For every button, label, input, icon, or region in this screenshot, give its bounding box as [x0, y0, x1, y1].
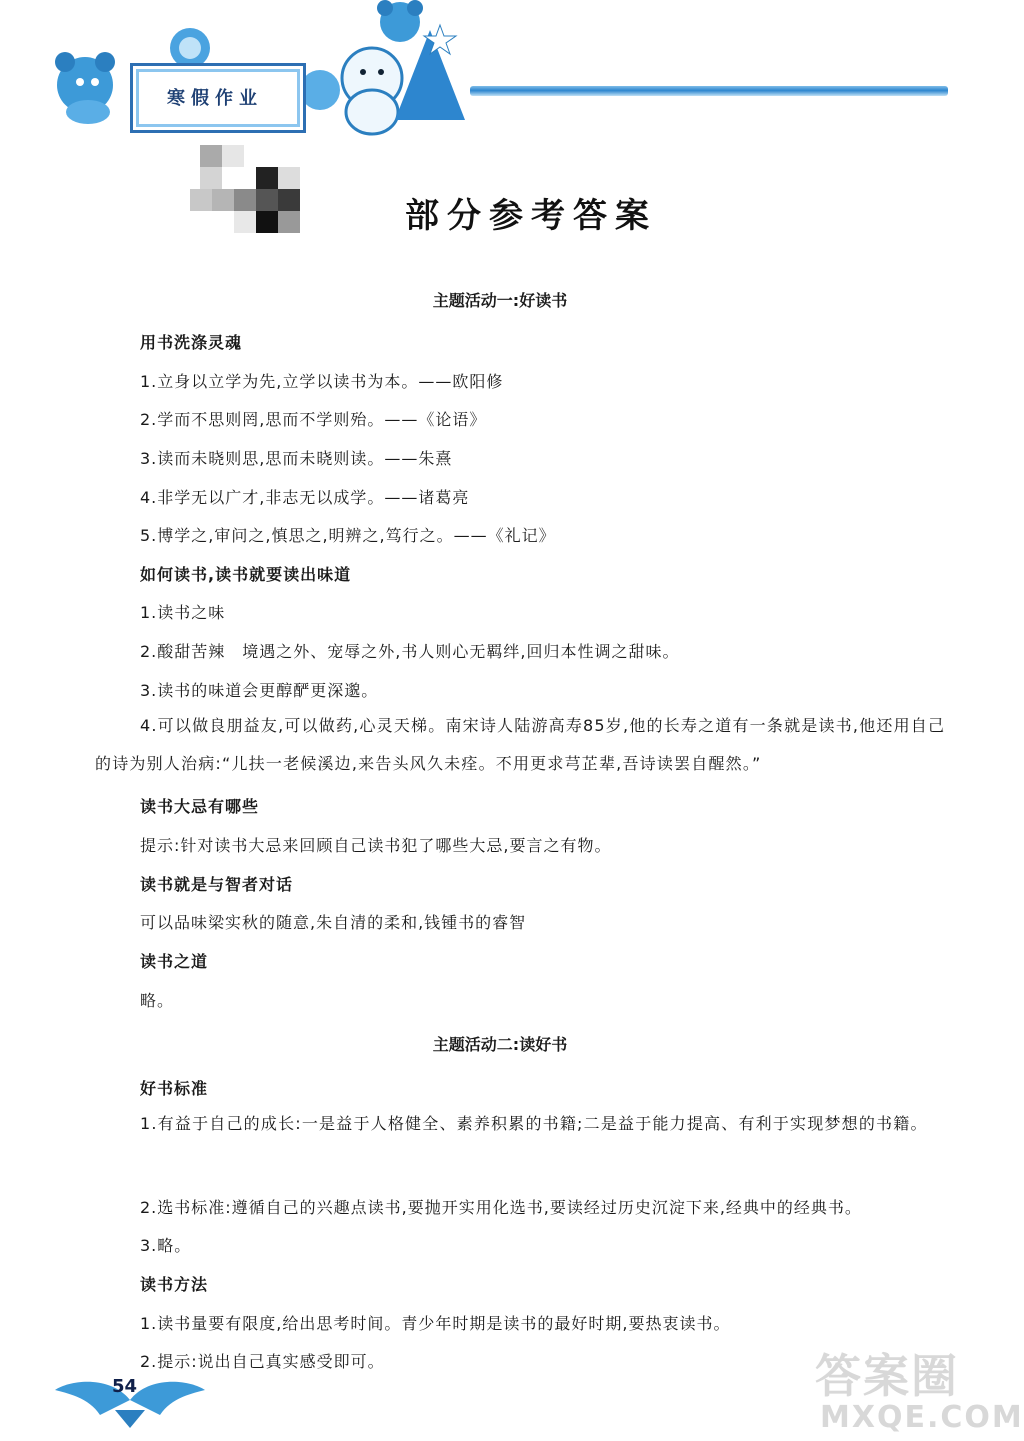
- answer-line: 1.读书之味: [140, 603, 226, 622]
- answer-line: 3.读书的味道会更醇酽更深邈。: [140, 681, 379, 700]
- sub-heading: 读书之道: [140, 952, 209, 971]
- answer-line: 略。: [140, 991, 175, 1010]
- answer-paragraph: 1.有益于自己的成长:一是益于人格健全、素养积累的书籍;二是益于能力提高、有利于实现梦想的书籍。: [140, 1114, 928, 1133]
- watermark-url: MXQE.COM: [820, 1400, 1024, 1435]
- answer-line: 2.学而不思则罔,思而不学则殆。——《论语》: [140, 410, 487, 429]
- answer-line: 2.酸甜苦辣 境遇之外、宠辱之外,书人则心无羁绊,回归本性调之甜味。: [140, 642, 680, 661]
- sub-heading: 读书大忌有哪些: [140, 797, 260, 816]
- section-title: 主题活动一:好读书: [432, 291, 568, 310]
- sub-heading: 如何读书,读书就要读出味道: [140, 565, 352, 584]
- sub-heading: 读书就是与智者对话: [140, 875, 294, 894]
- watermark-text: 答案圈: [815, 1349, 959, 1403]
- watermark: [805, 1340, 1024, 1435]
- page-number: 54: [112, 1376, 138, 1397]
- header-rule: [470, 86, 948, 96]
- answer-line: 1.立身以立学为先,立学以读书为本。——欧阳修: [140, 372, 504, 391]
- header-decoration: [0, 0, 1000, 150]
- answer-line: 5.博学之,审问之,慎思之,明辨之,笃行之。——《礼记》: [140, 526, 556, 545]
- sub-heading: 好书标准: [140, 1079, 209, 1098]
- redacted-block: [190, 145, 315, 240]
- answer-line: 提示:针对读书大忌来回顾自己读书犯了哪些大忌,要言之有物。: [140, 836, 612, 855]
- answer-line: 1.读书量要有限度,给出思考时间。青少年时期是读书的最好时期,要热衷读书。: [140, 1314, 731, 1333]
- page-title: 部分参考答案: [405, 196, 657, 236]
- answer-paragraph: 4.可以做良朋益友,可以做药,心灵天梯。南宋诗人陆游高寿85岁,他的长寿之道有一条就是读书,他还用自己的诗为别人治病:“儿扶一老候溪边,来告头风久未痊。不用更求芎芷辈,吾诗读罢自醒然。”: [95, 716, 946, 773]
- header-label: 寒假作业: [167, 88, 263, 109]
- answer-line: 可以品味梁实秋的随意,朱自清的柔和,钱锺书的睿智: [140, 913, 527, 932]
- answer-line: 3.略。: [140, 1236, 192, 1255]
- section-title: 主题活动二:读好书: [432, 1035, 568, 1054]
- answer-line: 2.选书标准:遵循自己的兴趣点读书,要抛开实用化选书,要读经过历史沉淀下来,经典中的经典书。: [140, 1198, 862, 1217]
- answer-line: 2.提示:说出自己真实感受即可。: [140, 1352, 385, 1371]
- sub-heading: 读书方法: [140, 1275, 209, 1294]
- answer-line: 3.读而未晓则思,思而未晓则读。——朱熹: [140, 449, 453, 468]
- sub-heading: 用书洗涤灵魂: [140, 333, 243, 352]
- answer-line: 4.非学无以广才,非志无以成学。——诸葛亮: [140, 488, 470, 507]
